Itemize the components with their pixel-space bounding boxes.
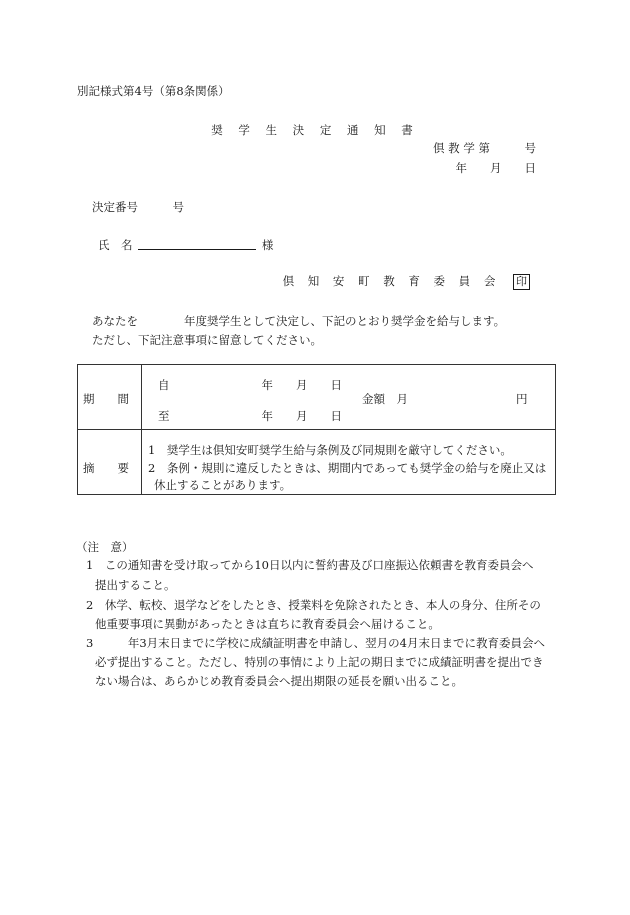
name-label: 氏 名 (98, 238, 133, 252)
issuer-name: 倶 知 安 町 教 育 委 員 会 (282, 274, 501, 288)
issuer-line (283, 273, 530, 290)
details-table (77, 364, 556, 495)
period-label: 期 間 (83, 392, 129, 406)
period-from: 自 年 月 日 (158, 378, 342, 392)
summary-line: 1 奨学生は倶知安町奨学生給与条例及び同規則を厳守してください。 (148, 443, 512, 457)
amount-label: 金額 月 (362, 392, 408, 406)
body-line-2: ただし、下記注意事項に留意してください。 (92, 333, 322, 347)
reference-number: 倶 教 学 第 号 (433, 141, 536, 155)
document-title: 奨 学 生 決 定 通 知 書 (211, 123, 419, 137)
notes-title: （注 意） (76, 540, 134, 554)
name-blank-line (138, 237, 256, 250)
note-line: 3 年3月末日までに学校に成績証明書を申請し、翌月の4月末日までに教育委員会へ (86, 636, 545, 650)
recipient-line (98, 237, 273, 253)
note-line: 必ず提出すること。ただし、特別の事情により上記の期日までに成績証明書を提出でき (95, 655, 544, 669)
period-to: 至 年 月 日 (158, 409, 342, 423)
note-line: 2 休学、転校、退学などをしたとき、授業料を免除されたとき、本人の身分、住所その (86, 598, 541, 612)
note-line: 他重要事項に異動があったときは直ちに教育委員会へ届けること。 (95, 617, 440, 631)
summary-line: 2 条例・規則に違反したときは、期間内であっても奨学金の給与を廃止又は (148, 461, 547, 475)
issue-date: 年 月 日 (455, 161, 536, 175)
note-line: 提出すること。 (95, 578, 176, 592)
note-line: 1 この通知書を受け取ってから10日以内に誓約書及び口座振込依頼書を教育委員会へ (86, 558, 534, 572)
body-line-1: あなたを 年度奨学生として決定し、下記のとおり奨学金を給与します。 (92, 314, 506, 328)
note-line: ない場合は、あらかじめ教育委員会へ提出期限の延長を願い出ること。 (95, 674, 463, 688)
summary-line: 休止することがあります。 (154, 478, 292, 492)
form-number: 別記様式第4号（第8条関係） (77, 84, 230, 98)
summary-label: 摘 要 (83, 461, 129, 475)
table-column-divider (141, 365, 142, 494)
yen-unit: 円 (516, 392, 528, 406)
seal-mark: 印 (513, 274, 530, 290)
honorific: 様 (261, 238, 274, 252)
decision-number: 決定番号 号 (92, 200, 184, 214)
table-row-divider (78, 429, 555, 430)
